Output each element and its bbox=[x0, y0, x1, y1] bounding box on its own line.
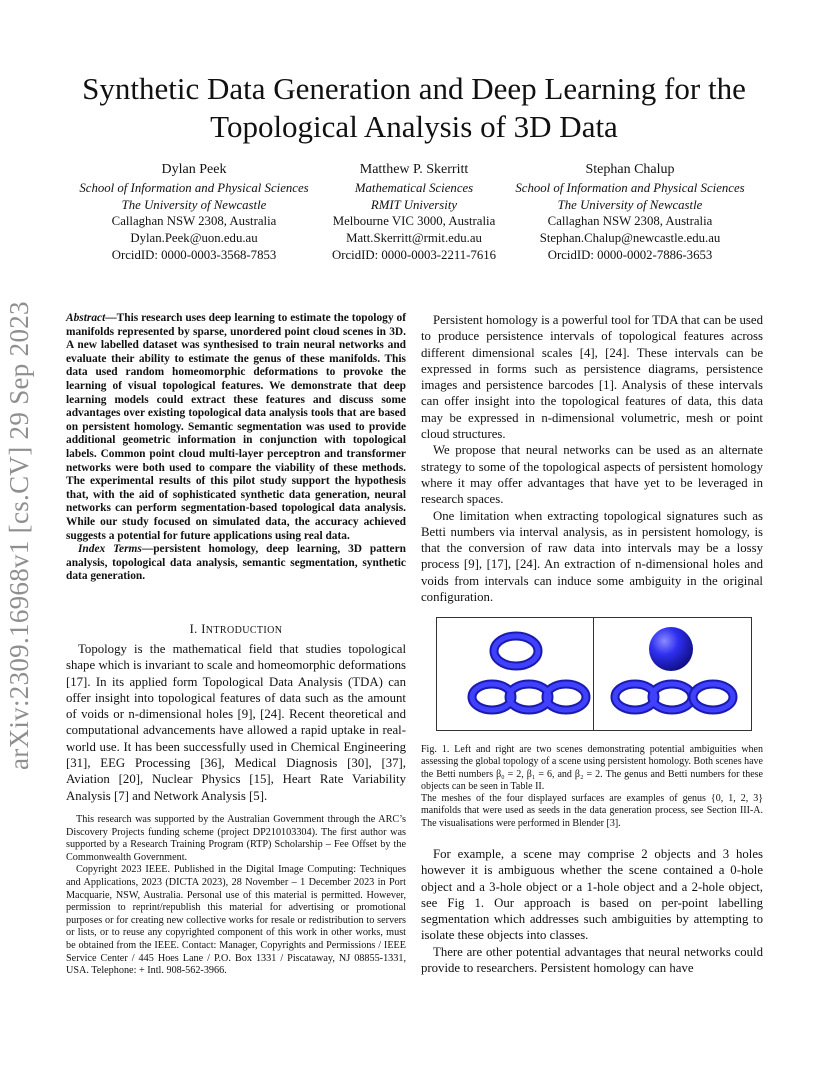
paragraph: One limitation when extracting topological signatures such as Betti numbers via interval analysis, as in persistent homology, is that the conversion of raw data into intervals may be a lossy process [9], [17], [24]. An extraction of n-dimensional holes and voids from intervals can induce some ambiguity in the original configuration. bbox=[421, 508, 763, 605]
author-affiliation: School of Information and Physical Sciences bbox=[515, 180, 745, 195]
author-orcid: OrcidID: 0000-0003-2211-7616 bbox=[331, 247, 497, 262]
author-email: Stephan.Chalup@newcastle.edu.au bbox=[539, 231, 721, 246]
torus-genus-2-right bbox=[615, 684, 692, 710]
paragraph: Persistent homology is a powerful tool for TDA that can be used to produce persistence intervals of topological features across different dimensional scales [4], [24]. These intervals can be expressed in forms such as persistence diagrams, persistence images and persistence barcodes [1]. Analysis of these intervals can offer insight into the topological features of data, this data may be expressed in n-dimensional volumetric, mesh or point cloud structures. bbox=[421, 313, 763, 442]
section-rest: NTRODUCTION bbox=[205, 625, 283, 636]
author-name: Stephan Chalup bbox=[585, 162, 675, 177]
author-block-3 bbox=[500, 162, 760, 264]
abstract-label: Abstract bbox=[66, 312, 106, 324]
paragraph: We propose that neural networks can be used as an alternate strategy to some of the topological aspects of persistent homology where it may offer advantages that have yet to be leveraged in research spaces. bbox=[421, 443, 763, 507]
right-column-text-2 bbox=[421, 846, 763, 976]
caption-line: The meshes of the four displayed surfaces are examples of genus {0, 1, 2, 3} manifolds that were used as seeds in the data generation process, see Section III-A. The visualisations were performed in Blender [3]. bbox=[421, 793, 763, 829]
torus-genus-1-left bbox=[494, 636, 538, 666]
author-affiliation: School of Information and Physical Sciences bbox=[79, 180, 309, 195]
torus-genus-3-left bbox=[472, 684, 586, 710]
intro-text bbox=[66, 641, 406, 804]
author-institution: The University of Newcastle bbox=[121, 197, 267, 212]
footnotes bbox=[66, 814, 406, 978]
abstract bbox=[66, 312, 406, 584]
footnote: Copyright 2023 IEEE. Published in the Digital Image Computing: Techniques and Applications, 2023 (DICTA 2023), 28 November – 1 December 2023 in Port Macquarie, NSW, Australia. Personal use of this material is permitted. However, permission to reprint/republish this material for advertising or promotional purposes or for creating new collective works for resale or redistribution to servers or lists, or to reuse any copyrighted component of this work in other works, must be obtained from the IEEE. Contact: Manager, Copyrights and Permissions / IEEE Service Center / 445 Hoes Lane / P.O. Box 1331 / Piscataway, NJ 08855-1331, USA. Telephone: + Intl. 908-562-3966. bbox=[66, 864, 406, 977]
section-initial: I bbox=[201, 622, 206, 636]
torus-genus-1-right bbox=[693, 684, 733, 710]
author-orcid: OrcidID: 0000-0003-3568-7853 bbox=[111, 247, 277, 262]
figure-caption bbox=[421, 744, 763, 830]
footnote: This research was supported by the Australian Government through the ARC’s Discovery Projects funding scheme (project DP210103304). The first author was supported by a Research Training Program (RTP) Scholarship – Fee Offset by the Commonwealth Government. bbox=[66, 814, 406, 863]
paragraph: For example, a scene may comprise 2 objects and 3 holes however it is ambiguous whether the scene contained a 0-hole object and a 3-hole object or a 1-hole object and a 2-hole object, see Fig 1. Our approach is based on per-point labelling segmentation which addresses such ambiguities by attempting to isolate these objects into classes. bbox=[421, 847, 763, 943]
figure-1 bbox=[436, 617, 752, 731]
paragraph: There are other potential advantages that neural networks could provide to researchers. Persistent homology can have bbox=[421, 944, 763, 976]
paragraph: Topology is the mathematical field that studies topological shape which is invariant to scale and homeomorphic deformations [17]. In its applied form Topological Data Analysis (TDA) can offer insight into topological features of data such as the amount of voids or n-dimensional holes [9], [24]. Recent theoretical and computational advancements have allowed a rapid uptake in real-world use. It has been successfully used in Chemical Engineering [31], EEG Processing [36], Medical Diagnosis [30], [37], Aviation [20], Nuclear Physics [15], Heart Rate Variability Analysis [7] and Network Analysis [5]. bbox=[66, 642, 406, 803]
author-name: Matthew P. Skerritt bbox=[359, 162, 469, 177]
arxiv-stamp: arXiv:2309.16968v1 [cs.CV] 29 Sep 2023 bbox=[4, 301, 34, 770]
section-number: I. bbox=[189, 622, 198, 636]
author-orcid: OrcidID: 0000-0002-7886-3653 bbox=[547, 247, 713, 262]
author-address: Callaghan NSW 2308, Australia bbox=[547, 214, 713, 229]
author-affiliation: Mathematical Sciences bbox=[354, 180, 474, 195]
right-column-text bbox=[421, 312, 763, 605]
author-name: Dylan Peek bbox=[161, 162, 227, 177]
author-email: Matt.Skerritt@rmit.edu.au bbox=[346, 231, 482, 246]
index-terms-label: Index Terms bbox=[78, 543, 142, 556]
author-institution: RMIT University bbox=[370, 197, 458, 212]
figure-divider bbox=[593, 618, 594, 730]
sphere-genus-0-right bbox=[649, 627, 693, 671]
figure-1-render bbox=[437, 618, 751, 730]
index-terms-text: —persistent homology, deep learning, 3D pattern analysis, topological data analysis, semantic segmentation, synthetic data generation. bbox=[66, 543, 406, 583]
author-address: Callaghan NSW 2308, Australia bbox=[111, 214, 277, 229]
caption-line: Fig. 1. Left and right are two scenes demonstrating potential ambiguities when assessing the global topology of a scene using persistent homology. Both scenes have the Betti numbers β₀ = 2, β₁ = 6, and β₂ = 2. The genus and Betti numbers for these objects can be seen in Table II. bbox=[421, 744, 763, 792]
author-institution: The University of Newcastle bbox=[557, 197, 703, 212]
author-email: Dylan.Peek@uon.edu.au bbox=[130, 231, 258, 246]
author-address: Melbourne VIC 3000, Australia bbox=[332, 214, 496, 229]
abstract-text: —This research uses deep learning to estimate the topology of manifolds represented by sparse, unordered point cloud scenes in 3D. A new labelled dataset was synthesised to train neural networks and evaluate their ability to estimate the genus of these manifolds. This data used random homeomorphic deformations to provoke the learning of visual topological features. We demonstrate that deep learning models could extract these features and discuss some advantages over existing topological data analysis tools that are based on persistent homology. Semantic segmentation was used to provide additional geometric information in conjunction with topological labels. Common point cloud multi-layer perceptron and transformer networks were both used to compare the viability of these methods. The experimental results of this pilot study support the hypothesis that, with the aid of sophisticated synthetic data generation, neural networks can perform segmentation-based topological data analysis. While our study focused on simulated data, the accuracy achieved suggests a potential for future applications using real data. bbox=[66, 312, 406, 542]
paper-title: Synthetic Data Generation and Deep Learning for the Topological Analysis of 3D Data bbox=[82, 71, 746, 144]
section-heading bbox=[66, 622, 406, 637]
